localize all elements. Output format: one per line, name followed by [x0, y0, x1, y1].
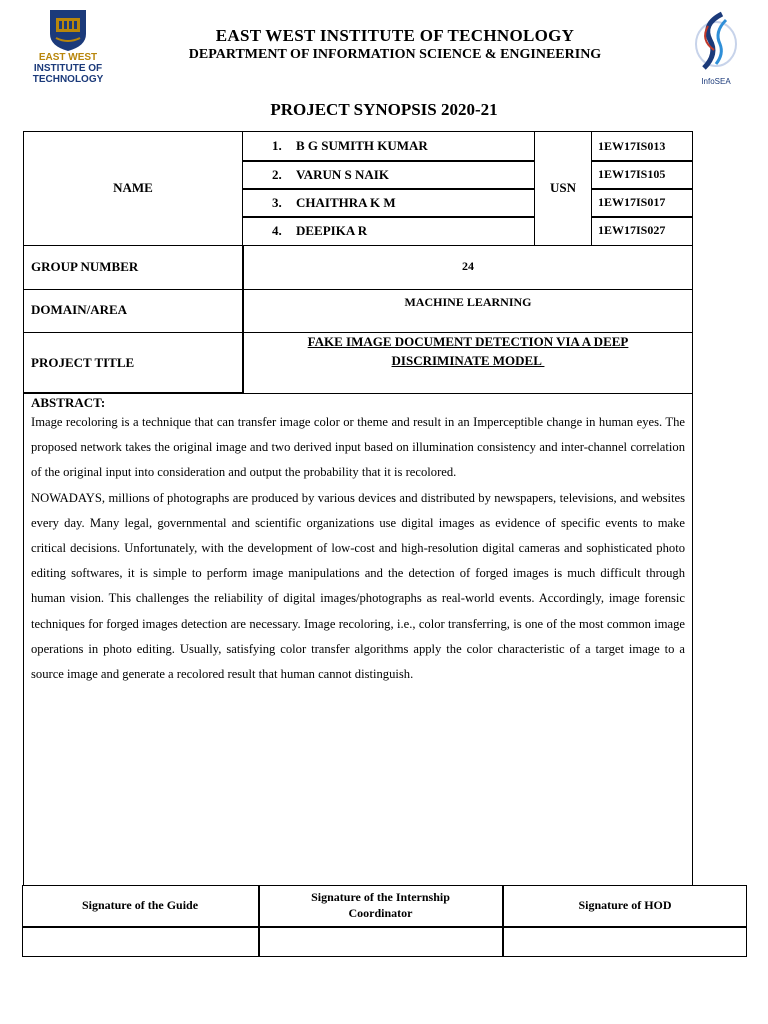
abstract-paragraph-2: NOWADAYS, millions of photographs are produced by various devices and distributed by newspapers, televisions, and websites every day. Many legal, governmental and scientific organizations use digital images as evidence of specific events to make critical decisions. Unfortunately, with the development of low-cost and high-resolution digital cameras and sophisticated photo editing softwares, it is simple to perform image manipulations and the detection of forged images is much difficult through human vision. This challenges the reliability of digital images/photographs as real-world events. Accordingly, image forensic techniques for forged images detection are necessary. Image recoloring, i.e., color transferring, is one of the most common image operations in photo editing. Usually, satisfying color transfer algorithms apply the color characteristic of a target image to a source image and generate a recolored result that human cannot distinguish. — [31, 490, 685, 682]
member-name-1: B G SUMITH KUMAR — [296, 138, 428, 153]
domain-label: DOMAIN/AREA — [31, 302, 128, 317]
title-line2: DISCRIMINATE MODEL — [391, 353, 545, 368]
abstract-paragraph-1: Image recoloring is a technique that can transfer image color or theme and result in an Imperceptible change in human eyes. The proposed network takes the original image and two derived input based on illumination consistency and inter-channel correlation of the original input into consideration and output the probability that it is recolored. — [31, 415, 685, 480]
domain-value: MACHINE LEARNING — [404, 295, 532, 309]
signature-coordinator-line2: Coordinator — [348, 906, 413, 920]
infosea-logo — [684, 10, 748, 90]
signature-coordinator-line1: Signature of the Internship — [311, 890, 450, 904]
signature-hod: Signature of HOD — [578, 898, 672, 912]
member-name-3: CHAITHRA K M — [296, 195, 396, 210]
title-line1: FAKE IMAGE DOCUMENT DETECTION VIA A DEEP — [307, 334, 629, 349]
abstract-heading: ABSTRACT: — [31, 395, 106, 410]
institute-logo — [28, 8, 108, 90]
group-label: GROUP NUMBER — [31, 259, 139, 274]
logo-text-line3: TECHNOLOGY — [32, 74, 104, 85]
member-num-3: 3. — [272, 195, 282, 210]
member-usn-4: 1EW17IS027 — [598, 223, 666, 237]
logo-text-line2: INSTITUTE OF — [33, 63, 103, 74]
member-num-1: 1. — [272, 138, 282, 153]
department-name: DEPARTMENT OF INFORMATION SCIENCE & ENGINEERING — [188, 47, 602, 62]
title-label: PROJECT TITLE — [31, 355, 135, 370]
group-value: 24 — [462, 259, 474, 273]
abstract-body — [31, 410, 685, 687]
member-num-4: 4. — [272, 223, 282, 238]
member-usn-2: 1EW17IS105 — [598, 167, 666, 181]
member-name-4: DEEPIKA R — [296, 223, 368, 238]
infosea-caption: InfoSEA — [701, 77, 731, 86]
usn-label: USN — [549, 180, 576, 195]
member-usn-3: 1EW17IS017 — [598, 195, 666, 209]
swirl-icon — [692, 10, 740, 72]
member-num-2: 2. — [272, 167, 282, 182]
signature-guide: Signature of the Guide — [81, 898, 199, 912]
name-label: NAME — [113, 180, 153, 195]
member-usn-1: 1EW17IS013 — [598, 139, 666, 153]
institute-name: EAST WEST INSTITUTE OF TECHNOLOGY — [215, 26, 575, 45]
synopsis-title: PROJECT SYNOPSIS 2020-21 — [270, 100, 498, 119]
logo-text-line1: EAST WEST — [38, 52, 98, 63]
member-name-2: VARUN S NAIK — [296, 167, 389, 182]
crest-icon — [48, 8, 88, 52]
